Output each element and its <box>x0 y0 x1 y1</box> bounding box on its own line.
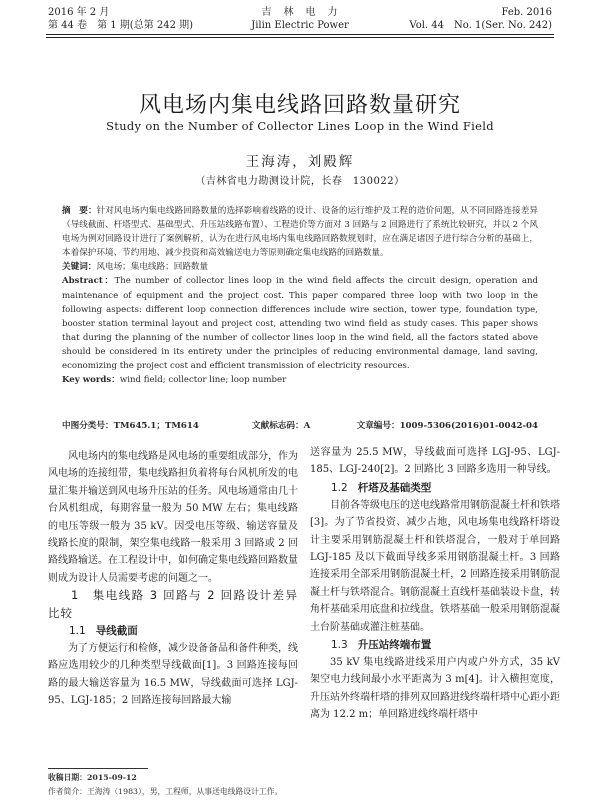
footnote-divider <box>48 768 148 769</box>
section-1-2-paragraph: 目前各等级电压的送电线路常用钢筋混凝土杆和铁塔[3]。为了节省投资、减少占地，风电场集电线路杆塔设计主要采用钢筋混凝土杆和铁塔混合，一般对于单回路 LGJ-185 及以下截面导线多采用钢筋混凝土杆。3 回路连接采用全部采用钢筋混凝土杆，2 回路连接采用钢筋混凝土杆与铁塔混合。钢筋混凝土直线杆基础装设卡盘，转角杆基础采用底盘和拉线盘。铁塔基础一般采用钢筋混凝土台阶基础或灌注桩基础。 <box>310 499 560 633</box>
body-column-left <box>48 448 298 710</box>
abstract-cn-label: 摘 要： <box>62 206 97 216</box>
abstract-cn <box>62 204 538 260</box>
section-1-2-number: 1.2 <box>331 481 348 494</box>
document-code: 文献标志码：A <box>252 421 311 431</box>
body-column-right <box>310 444 560 724</box>
header-right <box>409 6 552 32</box>
paper-authors: 王海涛，刘殿辉 <box>245 154 355 170</box>
paper-affiliation: （吉林省电力勘测设计院，长春 130022） <box>195 176 405 187</box>
header-date-cn: 2016 年 2 月 <box>48 7 110 18</box>
author-bio: 作者简介：王海涛（1983），男，工程师，从事送电线路设计工作。 <box>48 787 283 796</box>
header-date-en: Feb. 2016 <box>501 7 552 18</box>
clc-number: 中图分类号：TM645.1；TM614 <box>62 421 199 431</box>
abstract-en-label: Abstract： <box>62 276 115 287</box>
abstract-cn-text: 针对风电场内集电线路回路数量的选择影响着线路的设计、设备的运行维护及工程的造价问题，从不同回路连接差异（导线截面、杆塔型式、基础型式、升压站线路布置）、工程造价等方面对 3 回路与 2 回路进行了系统比较研究，并以 2 个风电场为例对回路设计进行了案例解析，认为在进行风电场内集电线路回路数规划时，应在满足诸因子进行综合分析的基础上，本着保护环境、节约用地、减少投资和高效输送电力等原则确定集电线路的回路数量。 <box>62 206 538 259</box>
keywords-en <box>62 373 538 387</box>
header-divider <box>46 34 554 38</box>
intro-paragraph: 风电场内的集电线路是风电场的重要组成部分，作为风电场的连接纽带，集电线路担负着将每台风机所发的电量汇集并输送到风电场升压站的任务。风电场通常由几十台风机组成，每期容量一般为 50 MW 左右；集电线路的电压等级一般为 35 kV。因受电压等级、输送容量及线路长度的限制，架空集电线路一般采用 3 回路或 2 回路线路输送。在工程设计中，如何确定集电线路回路数量则成为设计人员需要考虑的问题之一。 <box>48 451 298 584</box>
header-journal-en: Jilin Electric Power <box>251 20 349 31</box>
section-1-1-paragraph: 为了方便运行和检修，减少设备备品和备件种类，线路应选用较少的几种类型导线截面[1]。3 回路连接每回路的最大输送容量为 16.5 MW，导线截面可选择 LGJ-95、LGJ-185；2 回路连接每回路最大输 <box>48 643 298 707</box>
section-1-3-title: 升压站终端布置 <box>357 639 432 652</box>
paper-title-en: Study on the Number of Collector Lines Loop in the Wind Field <box>106 119 494 133</box>
keywords-en-text: wind field; collector line; loop number <box>119 375 287 386</box>
continued-paragraph: 送容量为 25.5 MW，导线截面可选择 LGJ-95、LGJ-185、LGJ-240[2]。2 回路比 3 回路多选用一种导线。 <box>310 447 560 476</box>
keywords-cn-text: 风电场；集电线路；回路数量 <box>96 262 209 273</box>
classification-row <box>62 419 538 433</box>
paper-title-cn: 风电场内集电线路回路数量研究 <box>138 93 461 118</box>
keywords-en-label: Key words： <box>62 375 120 386</box>
section-1-1-heading <box>48 622 298 640</box>
keywords-cn-label: 关键词： <box>62 262 97 273</box>
keywords-cn <box>62 260 538 274</box>
section-1-2-heading <box>310 479 560 497</box>
section-1-2-title: 杆塔及基础类型 <box>357 481 432 494</box>
section-1-heading: 1 集电线路 3 回路与 2 回路设计差异比较 <box>48 588 298 620</box>
section-1-3-paragraph: 35 kV 集电线路进线采用户内或户外方式，35 kV 架空电力线间最小水平距离为 3 m[4]。计入横担宽度，升压站外终端杆塔的排列双回路进线终端杆塔中心距小距离为 12.2 m；单回路进线终端杆塔中 <box>310 657 560 721</box>
footnote <box>48 771 308 799</box>
section-1-3-number: 1.3 <box>331 639 348 652</box>
article-number: 文章编号：1009-5306(2016)01-0042-04 <box>356 421 538 431</box>
abstract-block <box>62 204 538 387</box>
running-header <box>48 6 552 36</box>
received-date: 收稿日期：2015-09-12 <box>48 773 137 782</box>
header-journal-cn: 吉 林 电 力 <box>261 7 339 18</box>
section-1-3-heading <box>310 636 560 654</box>
section-1-1-number: 1.1 <box>69 625 86 638</box>
header-volume-en: Vol. 44 No. 1(Ser. No. 242) <box>409 20 552 31</box>
abstract-en <box>62 274 538 373</box>
section-1-1-title: 导线截面 <box>95 625 138 638</box>
header-volume-cn: 第 44 卷 第 1 期(总第 242 期) <box>48 20 194 31</box>
abstract-en-text: The number of collector lines loop in the wind field affects the circuit design, operation and maintenance of equipment and the project cost. This paper compared three loop with two loop in the following aspects: different loop connection differences include wire section, tower type, foundation type, booster station terminal layout and project cost, attending two wind field as study cases. This paper shows that during the planning of the number of collector lines loop in the wind field, all the factors stated above should be considered in its entirety under the principles of reducing environmental damage, land saving, economizing the project cost and efficient transmission of electricity resources. <box>62 276 538 372</box>
